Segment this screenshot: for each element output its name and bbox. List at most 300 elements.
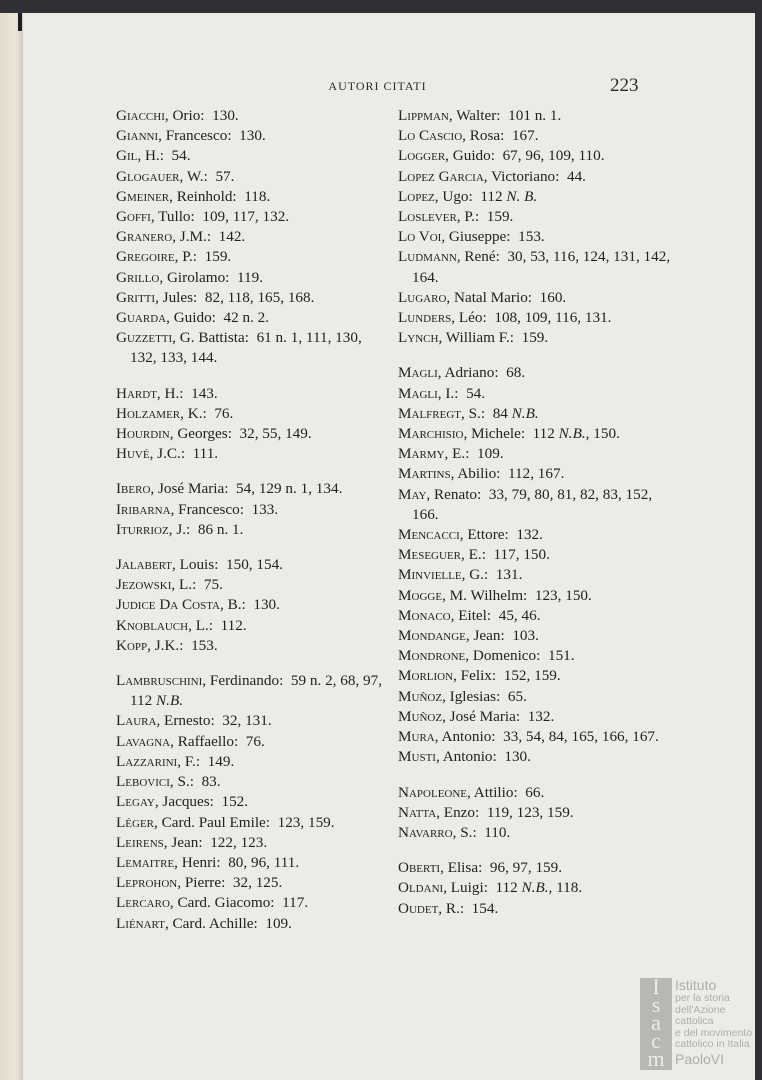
index-entry: Loslever, P.: 159. <box>398 208 514 226</box>
index-entry: Muñoz, Iglesias: 65. <box>398 687 527 705</box>
author-surname: Ludmann <box>398 248 457 266</box>
index-entry: Mondange, Jean: 103. <box>398 627 539 645</box>
author-surname: Lercaro <box>116 894 170 912</box>
page-references: 59 n. 2, 68, 97, 112 <box>130 672 383 710</box>
index-entry: Lopez Garcia, Victoriano: 44. <box>398 167 586 185</box>
page-references: 112 <box>532 425 555 443</box>
author-surname: Lo Voi <box>398 228 442 246</box>
page-references: 67, 96, 109, 110. <box>502 147 605 165</box>
index-entry: Lugaro, Natal Mario: 160. <box>398 288 567 306</box>
author-surname: Leprohon <box>116 874 178 892</box>
author-given-name: Natal Mario <box>453 288 528 306</box>
author-given-name: René <box>464 248 496 266</box>
nota-bene-mark: N.B. <box>511 404 539 422</box>
author-surname: Magli <box>398 384 438 402</box>
author-given-name: Card. Achille <box>172 914 254 932</box>
author-given-name: Iglesias <box>449 687 497 705</box>
page-references: 32, 55, 149. <box>239 425 312 443</box>
page-references: 82, 118, 165, 168. <box>204 288 315 306</box>
author-given-name: Elisa <box>447 859 479 877</box>
index-entry: Gianni, Francesco: 130. <box>116 127 266 145</box>
author-given-name: Jacques <box>162 793 210 811</box>
page-references: 123, 150. <box>534 586 592 604</box>
running-header: AUTORI CITATI <box>328 79 427 93</box>
page-references: 33, 79, 80, 81, 82, 83, 152, 166. <box>412 485 653 523</box>
page-references: 132. <box>527 707 555 725</box>
index-entry: Lopez, Ugo: 112 N. B. <box>398 187 538 205</box>
index-column-right <box>398 106 673 919</box>
author-given-name: Card. Giacomo <box>177 894 271 912</box>
page-references: 159. <box>204 248 232 266</box>
logo-letter: a <box>651 1010 661 1035</box>
author-surname: Lemaitre <box>116 853 175 871</box>
author-surname: Lazzarini <box>116 752 178 770</box>
page-references: 152, 159. <box>503 667 561 685</box>
page-references: 44. <box>566 167 586 185</box>
page-references: 119, 123, 159. <box>486 803 574 821</box>
index-entry: Judice Da Costa, B.: 130. <box>116 596 280 614</box>
author-surname: Oberti <box>398 859 441 877</box>
author-surname: Lunders <box>398 309 452 327</box>
page-references: 109, 117, 132. <box>202 208 290 226</box>
author-given-name: Raffaello <box>177 732 234 750</box>
author-surname: Glogauer <box>116 167 180 185</box>
index-entry: Lazzarini, F.: 149. <box>116 752 235 770</box>
index-entry: Guarda, Guido: 42 n. 2. <box>116 309 270 327</box>
watermark-line: Istituto <box>675 977 717 993</box>
index-entry: Lebovici, S.: 83. <box>116 773 221 791</box>
index-entry: Musti, Antonio: 130. <box>398 748 531 766</box>
author-given-name: Domenico <box>472 647 537 665</box>
index-entry: Mondrone, Domenico: 151. <box>398 647 575 665</box>
author-surname: Mura <box>398 728 435 746</box>
letter-group-gap <box>398 768 673 783</box>
index-entry: Glogauer, W.: 57. <box>116 167 235 185</box>
index-entry: Iribarna, Francesco: 133. <box>116 500 279 518</box>
index-entry: Lunders, Léo: 108, 109, 116, 131. <box>398 309 612 327</box>
author-surname: Mencacci <box>398 526 460 544</box>
author-surname: Léger <box>116 813 154 831</box>
author-given-name: Léo <box>458 309 483 327</box>
author-surname: Hourdin <box>116 425 170 443</box>
page-references: 130. <box>212 107 239 124</box>
author-surname: Gil <box>116 147 138 165</box>
page-references: 33, 54, 84, 165, 166, 167. <box>503 728 659 746</box>
index-entry: Martins, Abilio: 112, 167. <box>398 465 565 483</box>
author-given-name: Luigi <box>450 879 484 897</box>
page-references: 119. <box>237 268 264 286</box>
index-entry: Mogge, M. Wilhelm: 123, 150. <box>398 586 592 604</box>
author-given-name: L. <box>179 576 193 594</box>
author-surname: Oudet <box>398 899 439 917</box>
index-entry: Marchisio, Michele: 112 N.B., 150. <box>398 425 620 443</box>
index-entry: Huvé, J.C.: 111. <box>116 445 219 463</box>
index-entry: Jalabert, Louis: 150, 154. <box>116 556 283 574</box>
page-references: 152. <box>221 793 249 811</box>
page-references: 111. <box>192 445 219 463</box>
page-references: 159. <box>486 208 514 226</box>
author-given-name: K. <box>187 404 203 422</box>
author-surname: Lebovici <box>116 773 170 791</box>
letter-group-gap <box>398 843 673 858</box>
author-given-name: Rosa <box>469 127 501 145</box>
page-references: 61 n. 1, 111, 130, 132, 133, 144. <box>130 329 362 367</box>
author-given-name: Renato <box>433 485 478 503</box>
author-given-name: José Maria <box>158 480 225 498</box>
author-surname: Liénart <box>116 914 165 932</box>
author-surname: Iribarna <box>116 500 171 518</box>
index-entry: Jezowski, L.: 75. <box>116 576 223 594</box>
author-given-name: M. Wilhelm <box>449 586 524 604</box>
author-surname: Mondange <box>398 627 466 645</box>
author-given-name: J.M. <box>179 228 207 246</box>
author-given-name: Felix <box>460 667 492 685</box>
author-surname: Guzzetti <box>116 329 173 347</box>
author-surname: Natta <box>398 803 437 821</box>
isacem-logo-icon <box>640 974 672 1071</box>
author-given-name: Jean <box>473 627 501 645</box>
author-given-name: Francesco <box>165 127 228 145</box>
page-references: 159. <box>521 329 549 347</box>
index-entry: Leprohon, Pierre: 32, 125. <box>116 874 283 892</box>
page-references: 96, 97, 159. <box>489 859 563 877</box>
index-entry: Minvielle, G.: 131. <box>398 566 523 584</box>
author-given-name: Ugo <box>442 187 469 205</box>
author-surname: Lugaro <box>398 288 447 306</box>
index-entry: Hardt, H.: 143. <box>116 384 218 402</box>
page-references: 131. <box>495 566 523 584</box>
watermark-line: cattolico in Italia <box>675 1038 750 1050</box>
index-entry: Navarro, S.: 110. <box>398 823 511 841</box>
page-references: 149. <box>207 752 235 770</box>
author-surname: Martins <box>398 465 451 483</box>
index-entry: Leirens, Jean: 122, 123. <box>116 833 268 851</box>
author-surname: Lopez Garcia <box>398 167 484 185</box>
author-surname: Mogge <box>398 586 443 604</box>
page-references: 143. <box>191 384 218 402</box>
author-surname: Gritti <box>116 288 156 306</box>
page-references: 80, 96, 111. <box>228 853 300 871</box>
author-surname: Legay <box>116 793 155 811</box>
author-given-name: S. <box>468 404 481 422</box>
index-entry: Hourdin, Georges: 32, 55, 149. <box>116 425 312 443</box>
watermark-line: dell'Azione cattolica <box>675 1003 726 1027</box>
page-references: 142. <box>218 228 246 246</box>
index-entry: Kopp, J.K.: 153. <box>116 636 218 654</box>
letter-group-gap <box>116 464 391 479</box>
nota-bene-mark: N.B. <box>156 692 184 710</box>
page-references: 151. <box>547 647 575 665</box>
author-surname: Lynch <box>398 329 439 347</box>
page-references: 32, 131. <box>222 712 272 730</box>
page-references: 160. <box>539 288 567 306</box>
index-entry: Knoblauch, L.: 112. <box>116 616 247 634</box>
index-entry: Ibero, José Maria: 54, 129 n. 1, 134. <box>116 480 343 498</box>
author-given-name: Antonio <box>441 728 492 746</box>
index-entry: May, Renato: 33, 79, 80, 81, 82, 83, 152, 166. <box>398 485 653 523</box>
page-references: 122, 123. <box>210 833 268 851</box>
page-references: 103. <box>512 627 539 645</box>
index-entry: Lo Cascio, Rosa: 167. <box>398 127 539 145</box>
author-surname: Magli <box>398 364 438 382</box>
author-surname: Hardt <box>116 384 157 402</box>
page-references: 112 <box>495 879 518 897</box>
page-references: 54. <box>171 147 191 165</box>
logo-letter: c <box>651 1028 661 1053</box>
author-surname: Judice Da Costa <box>116 596 220 614</box>
author-given-name: Guido <box>452 147 491 165</box>
author-given-name: Giuseppe <box>448 228 507 246</box>
page-references: 167. <box>511 127 539 145</box>
index-entry: Gregoire, P.: 159. <box>116 248 232 266</box>
author-given-name: B. <box>227 596 242 614</box>
page-references: 101 n. 1. <box>508 107 562 124</box>
index-entry: Gmeiner, Reinhold: 118. <box>116 187 271 205</box>
author-surname: Muñoz <box>398 687 443 705</box>
institute-watermark <box>640 974 758 1071</box>
index-entry: Lynch, William F.: 159. <box>398 329 549 347</box>
author-surname: Knoblauch <box>116 616 189 634</box>
page-references: 57. <box>215 167 235 185</box>
author-surname: Guarda <box>116 309 167 327</box>
author-given-name: J. <box>176 520 187 538</box>
author-given-name: Georges <box>177 425 228 443</box>
index-entry: Liénart, Card. Achille: 109. <box>116 914 292 932</box>
index-entry: Léger, Card. Paul Emile: 123, 159. <box>116 813 335 831</box>
index-entry: Gil, H.: 54. <box>116 147 191 165</box>
author-given-name: H. <box>144 147 160 165</box>
author-given-name: Guido <box>173 309 212 327</box>
author-given-name: Ettore <box>467 526 505 544</box>
page-references: 32, 125. <box>232 874 283 892</box>
index-entry: Muñoz, José Maria: 132. <box>398 707 555 725</box>
page-references: 54. <box>466 384 486 402</box>
page-references: 30, 53, 116, 124, 131, 142, 164. <box>412 248 671 286</box>
watermark-text <box>675 978 758 1067</box>
nota-bene-mark: N.B., <box>521 879 553 897</box>
index-entry: Malfregt, S.: 84 N.B. <box>398 404 539 422</box>
author-given-name: Orio <box>172 107 201 124</box>
index-entry: Iturrioz, J.: 86 n. 1. <box>116 520 244 538</box>
author-surname: May <box>398 485 427 503</box>
index-entry: Holzamer, K.: 76. <box>116 404 234 422</box>
page-references: 118. <box>244 187 271 205</box>
index-entry: Lavagna, Raffaello: 76. <box>116 732 265 750</box>
author-surname: Logger <box>398 147 446 165</box>
index-entry: Natta, Enzo: 119, 123, 159. <box>398 803 574 821</box>
index-entry: Logger, Guido: 67, 96, 109, 110. <box>398 147 605 165</box>
author-surname: Laura <box>116 712 157 730</box>
author-surname: Morlion <box>398 667 454 685</box>
author-surname: Musti <box>398 748 436 766</box>
page-references: 108, 109, 116, 131. <box>494 309 612 327</box>
author-surname: Gmeiner <box>116 187 170 205</box>
author-surname: Iturrioz <box>116 520 169 538</box>
index-entry: Lo Voi, Giuseppe: 153. <box>398 228 545 246</box>
author-surname: Loslever <box>398 208 457 226</box>
page-references: 86 n. 1. <box>197 520 244 538</box>
author-given-name: Francesco <box>178 500 240 518</box>
author-given-name: S. <box>460 823 473 841</box>
nota-bene-mark: N. B. <box>506 187 538 205</box>
index-entry: Marmy, E.: 109. <box>398 445 504 463</box>
index-entry: Goffi, Tullo: 109, 117, 132. <box>116 208 290 226</box>
letter-group-gap <box>116 656 391 671</box>
index-entry: Oldani, Luigi: 112 N.B., 118. <box>398 879 583 897</box>
index-entry: Grillo, Girolamo: 119. <box>116 268 264 286</box>
author-given-name: Abilio <box>457 465 497 483</box>
index-entry: Gritti, Jules: 82, 118, 165, 168. <box>116 288 315 306</box>
author-given-name: R. <box>445 899 460 917</box>
page-references: 75. <box>203 576 223 594</box>
page-number: 223 <box>610 75 639 96</box>
index-entry: Monaco, Eitel: 45, 46. <box>398 606 541 624</box>
index-entry: Magli, I.: 54. <box>398 384 486 402</box>
page-references: 117, 150. <box>493 546 550 564</box>
index-column-left <box>116 106 391 934</box>
author-given-name: Pierre <box>184 874 222 892</box>
nota-bene-mark: N.B., <box>558 425 590 443</box>
author-surname: Granero <box>116 228 173 246</box>
author-given-name: Antonio <box>442 748 493 766</box>
index-entry: Lemaitre, Henri: 80, 96, 111. <box>116 853 300 871</box>
page-references: 76. <box>214 404 234 422</box>
page-references-extra: 150. <box>593 425 620 443</box>
page-references-extra: 118. <box>556 879 583 897</box>
page-references: 153. <box>518 228 545 246</box>
author-surname: Lopez <box>398 187 435 205</box>
author-given-name: E. <box>468 546 482 564</box>
author-given-name: P. <box>464 208 475 226</box>
page-references: 112. <box>220 616 247 634</box>
page-references: 76. <box>245 732 265 750</box>
author-given-name: J.C. <box>157 445 181 463</box>
index-entry: Guzzetti, G. Battista: 61 n. 1, 111, 130, 132, 133, 144. <box>116 329 362 367</box>
author-given-name: Card. Paul Emile <box>161 813 266 831</box>
watermark-line: per la storia <box>675 992 730 1004</box>
author-surname: Navarro <box>398 823 453 841</box>
author-surname: Meseguer <box>398 546 462 564</box>
watermark-line: e del movimento <box>675 1026 753 1039</box>
author-given-name: S. <box>177 773 190 791</box>
author-surname: Leirens <box>116 833 164 851</box>
author-given-name: Ernesto <box>164 712 211 730</box>
page-references: 110. <box>484 823 511 841</box>
author-given-name: Enzo <box>443 803 476 821</box>
index-entry: Morlion, Felix: 152, 159. <box>398 667 561 685</box>
page-references: 130. <box>239 127 266 145</box>
index-entry: Lippman, Walter: 101 n. 1. <box>398 107 562 124</box>
page-references: 150, 154. <box>226 556 283 574</box>
page-references: 42 n. 2. <box>223 309 270 327</box>
index-entry: Meseguer, E.: 117, 150. <box>398 546 550 564</box>
author-given-name: Jean <box>171 833 199 851</box>
author-surname: Jezowski <box>116 576 172 594</box>
author-surname: Jalabert <box>116 556 172 574</box>
watermark-line: PaoloVI <box>675 1050 725 1067</box>
author-surname: Goffi <box>116 208 151 226</box>
author-surname: Gianni <box>116 127 159 145</box>
index-entry: Legay, Jacques: 152. <box>116 793 249 811</box>
author-surname: Ibero <box>116 480 151 498</box>
index-entry: Oudet, R.: 154. <box>398 899 499 917</box>
index-entry: Lercaro, Card. Giacomo: 117. <box>116 894 309 912</box>
author-surname: Lavagna <box>116 732 171 750</box>
author-surname: Oldani <box>398 879 444 897</box>
index-entry: Lambruschini, Ferdinando: 59 n. 2, 68, 97, 112 N.B. <box>116 672 383 710</box>
author-given-name: Walter <box>456 107 497 124</box>
page-references: 130. <box>253 596 280 614</box>
index-entry: Magli, Adriano: 68. <box>398 364 526 382</box>
index-entry: Mencacci, Ettore: 132. <box>398 526 543 544</box>
logo-letter: s <box>651 992 661 1017</box>
page-references: 112 <box>480 187 503 205</box>
page-references: 83. <box>201 773 221 791</box>
page-references: 117. <box>282 894 309 912</box>
author-surname: Muñoz <box>398 707 443 725</box>
logo-letter: I <box>652 974 660 999</box>
author-surname: Marmy <box>398 445 445 463</box>
page-references: 109. <box>477 445 504 463</box>
page-references: 154. <box>471 899 499 917</box>
author-given-name: I. <box>445 384 455 402</box>
author-surname: Kopp <box>116 636 148 654</box>
author-surname: Lo Cascio <box>398 127 463 145</box>
author-given-name: Attilio <box>473 783 514 801</box>
author-given-name: Jules <box>162 288 194 306</box>
page-references: 133. <box>251 500 279 518</box>
page-references: 66. <box>525 783 545 801</box>
letter-group-gap <box>116 369 391 384</box>
author-surname: Malfregt <box>398 404 462 422</box>
page-references: 54, 129 n. 1, 134. <box>236 480 343 498</box>
author-given-name: Victoriano <box>491 167 556 185</box>
author-given-name: Tullo <box>158 208 191 226</box>
author-given-name: E. <box>452 445 466 463</box>
author-given-name: Michele <box>471 425 521 443</box>
page-references: 153. <box>191 636 218 654</box>
author-given-name: G. <box>469 566 484 584</box>
author-given-name: Adriano <box>444 364 495 382</box>
page-references: 109. <box>265 914 292 932</box>
letter-group-gap <box>116 540 391 555</box>
author-surname: Lambruschini <box>116 672 203 690</box>
author-given-name: F. <box>184 752 196 770</box>
binding-edge <box>18 13 22 31</box>
index-entry: Oberti, Elisa: 96, 97, 159. <box>398 859 563 877</box>
author-given-name: P. <box>182 248 193 266</box>
page-references: 132. <box>516 526 543 544</box>
page-gutter <box>0 13 23 1080</box>
author-given-name: Eitel <box>458 606 487 624</box>
page-references: 65. <box>507 687 527 705</box>
author-surname: Mondrone <box>398 647 466 665</box>
author-surname: Holzamer <box>116 404 181 422</box>
author-given-name: Louis <box>179 556 215 574</box>
author-given-name: J.K. <box>154 636 180 654</box>
index-entry: Ludmann, René: 30, 53, 116, 124, 131, 142, 164. <box>398 248 671 286</box>
page-references: 123, 159. <box>277 813 335 831</box>
index-entry: Granero, J.M.: 142. <box>116 228 246 246</box>
author-surname: Marchisio <box>398 425 464 443</box>
author-surname: Minvielle <box>398 566 462 584</box>
author-given-name: José Maria <box>449 707 516 725</box>
author-surname: Giacchi <box>116 107 165 124</box>
author-surname: Gregoire <box>116 248 175 266</box>
author-surname: Monaco <box>398 606 451 624</box>
author-given-name: W. <box>186 167 204 185</box>
author-surname: Lippman <box>398 107 449 124</box>
